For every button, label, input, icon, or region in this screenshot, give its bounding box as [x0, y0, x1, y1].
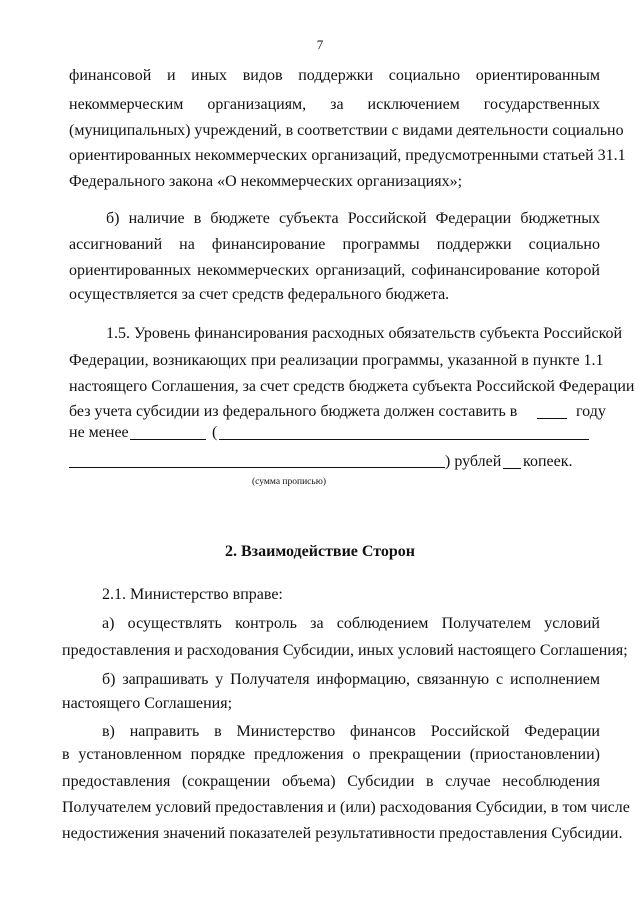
- amount-caption: (сумма прописью): [252, 477, 326, 487]
- section-heading: 2. Взаимодействие Сторон: [225, 543, 415, 560]
- text-line: (муниципальных) учреждений, в соответствии с видами деятельности социально: [69, 122, 624, 139]
- text-line: некоммерческим организациям, за исключением государственных: [69, 96, 600, 113]
- page-number: 7: [316, 37, 324, 52]
- text-line: предоставления и расходования Субсидии, иных условий настоящего Соглашения;: [62, 642, 628, 659]
- text-line: в) направить в Министерство финансов Российской Федерации: [102, 723, 600, 740]
- open-paren: (: [212, 424, 218, 441]
- year-blank: [537, 403, 567, 419]
- text-line: а) осуществлять контроль за соблюдением Получателем условий: [102, 615, 600, 632]
- text-line: ассигнований на финансирование программы поддержки социально: [69, 236, 600, 253]
- amount-digits-blank: [130, 424, 206, 440]
- text-line: настоящего Соглашения;: [62, 695, 233, 712]
- text-line: в установленном порядке предложения о прекращении (приостановлении): [62, 746, 600, 763]
- text-line: финансовой и иных видов поддержки социально ориентированным: [69, 67, 600, 84]
- kopeck-blank: [503, 453, 521, 469]
- text-line: недостижения значений показателей результативности предоставления Субсидии.: [62, 825, 623, 842]
- text-line: ориентированных некоммерческих организаций, софинансирование которой: [69, 262, 600, 279]
- year-word: году: [576, 403, 606, 420]
- amount-words-blank-2: [69, 452, 445, 468]
- text-line: Федерации, возникающих при реализации программы, указанной в пункте 1.1: [69, 352, 604, 369]
- text-line: ориентированных некоммерческих организаций, предусмотренными статьей 31.1: [69, 147, 626, 164]
- text-line: Федерального закона «О некоммерческих организациях»;: [69, 173, 463, 190]
- text-line: б) наличие в бюджете субъекта Российской Федерации бюджетных: [106, 210, 600, 227]
- text-line: настоящего Соглашения, за счет средств бюджета субъекта Российской Федерации: [69, 378, 635, 395]
- text-line: 1.5. Уровень финансирования расходных обязательств субъекта Российской: [106, 325, 623, 342]
- text-line: Получателем условий предоставления и (или) расходования Субсидии, в том числе: [62, 799, 630, 816]
- kopecks-label: копеек.: [523, 453, 573, 470]
- rubles-label: ) рублей: [445, 453, 502, 470]
- text-line: без учета субсидии из федерального бюджета должен составить в: [69, 403, 518, 420]
- not-less-label: не менее: [69, 424, 129, 441]
- amount-words-blank-1: [219, 424, 589, 440]
- text-line: предоставления (сокращении объема) Субсидии в случае несоблюдения: [62, 773, 600, 790]
- text-line: осуществляется за счет средств федерального бюджета.: [69, 286, 450, 303]
- text-line: 2.1. Министерство вправе:: [102, 586, 283, 603]
- text-line: б) запрашивать у Получателя информацию, связанную с исполнением: [102, 671, 600, 688]
